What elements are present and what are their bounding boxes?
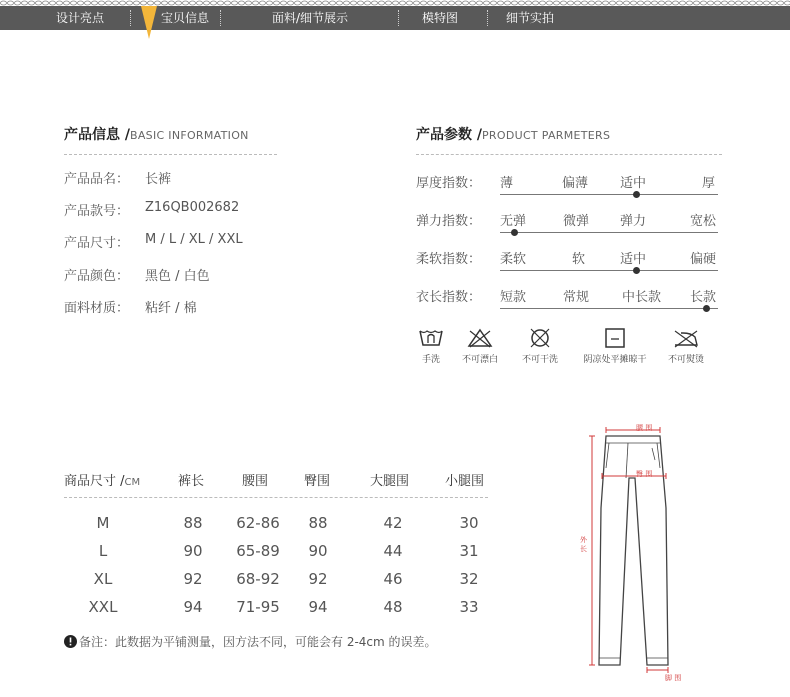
no-bleach-icon [466,327,494,349]
size-cell-value: 68-92 [236,570,280,588]
size-col-length: 裤长 [178,474,205,489]
size-cell-value: 32 [459,570,479,588]
warning-icon [64,635,77,648]
care-label-no-dry-clean: 不可干洗 [521,355,558,365]
size-cell-value: 90 [183,542,203,560]
params-title-en: PRODUCT PARMETERS [482,129,611,142]
care-label-flat-dry-shade: 阴凉处平摊晾干 [583,355,647,365]
size-cell-value: 88 [308,514,328,532]
size-cell-value: 90 [308,542,328,560]
info-value-sizes: M / L / XL / XXL [145,232,243,247]
size-cell-value: 71-95 [236,598,280,616]
nav-item-design-highlights[interactable]: 设计亮点 [55,11,104,25]
size-cell-value: 62-86 [236,514,280,532]
param-scale-track [500,308,718,309]
size-table-header-label [64,470,140,489]
size-cell-value: 94 [183,598,203,616]
size-header-unit: CM [124,477,141,488]
param-option: 短款 [500,290,527,305]
param-option: 微弹 [563,214,590,229]
params-heading [416,124,610,144]
size-cell-value: 30 [459,514,479,532]
param-option: 偏硬 [690,252,717,267]
flat-dry-shade-icon [604,327,626,349]
param-label: 柔软指数： [416,252,482,267]
param-option: 适中 [620,252,647,267]
param-label: 衣长指数： [416,290,482,305]
param-selected-marker [633,191,640,198]
care-item-hand-wash [413,327,449,365]
param-option: 厚 [702,176,716,191]
param-option: 无弹 [500,214,527,229]
param-selected-marker [703,305,710,312]
diagram-label-waist: 腰 围 [636,424,653,432]
size-cell-size: XXL [88,598,118,616]
size-cell-size: M [96,514,110,532]
size-cell-size: XL [93,570,113,588]
info-label-colors: 产品颜色： [64,269,130,284]
nav-separator [398,10,399,26]
info-value-name: 长裤 [145,172,172,187]
size-cell-value: 46 [383,570,403,588]
info-value-colors: 黑色 / 白色 [145,269,210,284]
size-col-calf: 小腿围 [445,474,485,489]
nav-item-product-info[interactable]: 宝贝信息 [160,11,209,25]
param-selected-marker [633,267,640,274]
care-label-hand-wash: 手洗 [421,355,440,365]
size-col-thigh: 大腿围 [370,474,410,489]
basic-info-divider [64,154,277,155]
param-option: 宽松 [690,214,717,229]
nav-item-model-photos[interactable]: 模特图 [421,11,458,25]
care-label-no-bleach: 不可漂白 [461,355,498,365]
care-label-no-iron: 不可熨烫 [667,355,704,365]
info-value-style-no: Z16QB002682 [145,200,240,215]
param-option: 柔软 [500,252,527,267]
info-label-sizes: 产品尺寸： [64,236,130,251]
param-option: 偏薄 [562,176,589,191]
param-scale-track [500,270,718,271]
care-item-flat-dry-shade [577,327,653,365]
size-note [64,633,437,650]
size-cell-value: 92 [308,570,328,588]
size-col-waist: 腰围 [242,474,269,489]
top-navigation-bar [0,6,790,30]
active-tab-indicator [141,6,157,39]
nav-item-detail-photos[interactable]: 细节实拍 [505,11,554,25]
param-selected-marker [511,229,518,236]
size-cell-size: L [98,542,108,560]
info-label-material: 面料材质： [64,301,130,316]
size-col-hip: 臀围 [304,474,331,489]
param-scale-track [500,232,718,233]
param-option: 长款 [690,290,717,305]
nav-item-fabric-details[interactable]: 面料/细节展示 [271,11,349,25]
size-header-text: 商品尺寸 / [64,474,125,489]
info-value-material: 粘纤 / 棉 [145,301,197,316]
param-option: 常规 [563,290,590,305]
param-option: 适中 [620,176,647,191]
size-cell-value: 94 [308,598,328,616]
care-item-no-iron [661,327,711,365]
info-label-style-no: 产品款号： [64,204,130,219]
params-divider [416,154,722,155]
size-cell-value: 65-89 [236,542,280,560]
nav-separator [487,10,488,26]
nav-separator [130,10,131,26]
pants-outline [599,436,668,665]
diagram-label-hem: 脚 围 [665,674,682,682]
diagram-label-outer-length: 外长 [580,536,587,553]
param-option: 薄 [500,176,514,191]
size-table-divider [64,497,488,498]
care-item-no-bleach [456,327,504,365]
size-cell-value: 48 [383,598,403,616]
size-cell-value: 92 [183,570,203,588]
basic-info-title: 产品信息 / [64,127,130,143]
size-cell-value: 42 [383,514,403,532]
size-cell-value: 33 [459,598,479,616]
param-option: 中长款 [622,290,662,305]
size-cell-value: 31 [459,542,479,560]
hand-wash-icon [418,327,444,349]
diagram-label-hip: 臀 围 [636,470,653,478]
param-label: 厚度指数： [416,176,482,191]
info-label-name: 产品品名： [64,172,130,187]
basic-info-title-en: BASIC INFORMATION [130,129,249,142]
size-cell-value: 88 [183,514,203,532]
param-option: 弹力 [620,214,647,229]
params-title: 产品参数 / [416,127,482,143]
param-scale-track [500,194,718,195]
size-cell-value: 44 [383,542,403,560]
basic-info-heading [64,124,249,144]
nav-separator [220,10,221,26]
param-option: 软 [572,252,586,267]
size-note-text: 备注：此数据为平铺测量，因方法不同，可能会有 2-4cm 的误差。 [79,635,437,649]
no-iron-icon [671,327,701,349]
care-item-no-dry-clean [515,327,565,365]
no-dry-clean-icon [528,327,552,349]
pants-measurement-diagram [568,418,728,683]
param-label: 弹力指数： [416,214,482,229]
